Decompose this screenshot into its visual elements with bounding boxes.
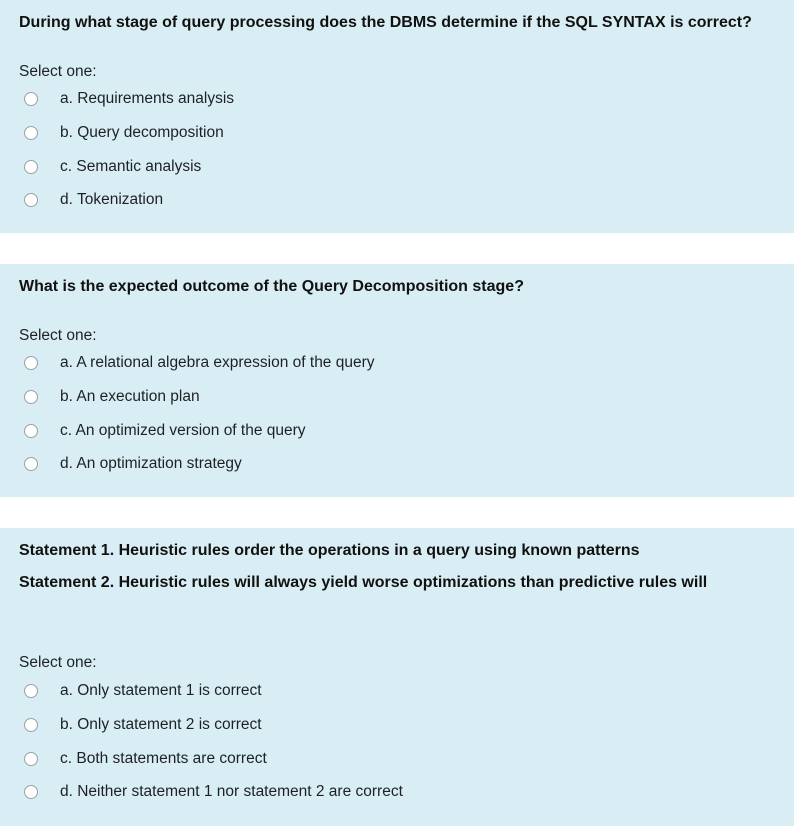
question-text: What is the expected outcome of the Query Decomposition stage? <box>19 278 524 295</box>
radio-button[interactable] <box>24 390 38 404</box>
answer-option-label[interactable]: a. A relational algebra expression of the query <box>60 354 375 371</box>
answer-option-d[interactable] <box>24 453 242 475</box>
radio-button[interactable] <box>24 193 38 207</box>
answer-option-label[interactable]: d. Tokenization <box>60 191 164 208</box>
answer-option-label[interactable]: c. Both statements are correct <box>60 750 267 767</box>
answer-option-label[interactable]: c. Semantic analysis <box>60 158 202 175</box>
radio-button[interactable] <box>24 785 38 799</box>
answer-option-c[interactable] <box>24 748 267 770</box>
question-card-1 <box>0 0 794 233</box>
answer-option-label[interactable]: b. Query decomposition <box>60 124 224 141</box>
answer-option-c[interactable] <box>24 156 202 178</box>
radio-button[interactable] <box>24 356 38 370</box>
question-card-2 <box>0 264 794 497</box>
answer-option-label[interactable]: c. An optimized version of the query <box>60 422 306 439</box>
radio-button[interactable] <box>24 457 38 471</box>
answer-option-b[interactable] <box>24 122 224 144</box>
radio-button[interactable] <box>24 92 38 106</box>
select-one-label: Select one: <box>19 63 97 80</box>
answer-option-label[interactable]: d. An optimization strategy <box>60 455 242 472</box>
radio-button[interactable] <box>24 718 38 732</box>
answer-option-d[interactable] <box>24 781 403 803</box>
answer-option-label[interactable]: a. Only statement 1 is correct <box>60 682 262 699</box>
answer-option-c[interactable] <box>24 420 306 442</box>
radio-button[interactable] <box>24 424 38 438</box>
answer-option-d[interactable] <box>24 189 164 211</box>
answer-option-a[interactable] <box>24 680 262 702</box>
answer-option-label[interactable]: b. An execution plan <box>60 388 200 405</box>
statement-1-text: Statement 1. Heuristic rules order the operations in a query using known patterns <box>19 542 640 559</box>
statement-2-text: Statement 2. Heuristic rules will always yield worse optimizations than predictive rules will <box>19 574 708 591</box>
answer-option-b[interactable] <box>24 714 262 736</box>
answer-option-label[interactable]: b. Only statement 2 is correct <box>60 716 262 733</box>
question-card-3 <box>0 528 794 826</box>
radio-button[interactable] <box>24 126 38 140</box>
radio-button[interactable] <box>24 684 38 698</box>
select-one-label: Select one: <box>19 654 97 671</box>
select-one-label: Select one: <box>19 327 97 344</box>
answer-option-a[interactable] <box>24 352 375 374</box>
answer-option-a[interactable] <box>24 88 235 110</box>
question-text: During what stage of query processing does the DBMS determine if the SQL SYNTAX is correct? <box>19 14 752 31</box>
radio-button[interactable] <box>24 160 38 174</box>
answer-option-label[interactable]: a. Requirements analysis <box>60 90 235 107</box>
answer-option-label[interactable]: d. Neither statement 1 nor statement 2 are correct <box>60 783 403 800</box>
radio-button[interactable] <box>24 752 38 766</box>
answer-option-b[interactable] <box>24 386 200 408</box>
